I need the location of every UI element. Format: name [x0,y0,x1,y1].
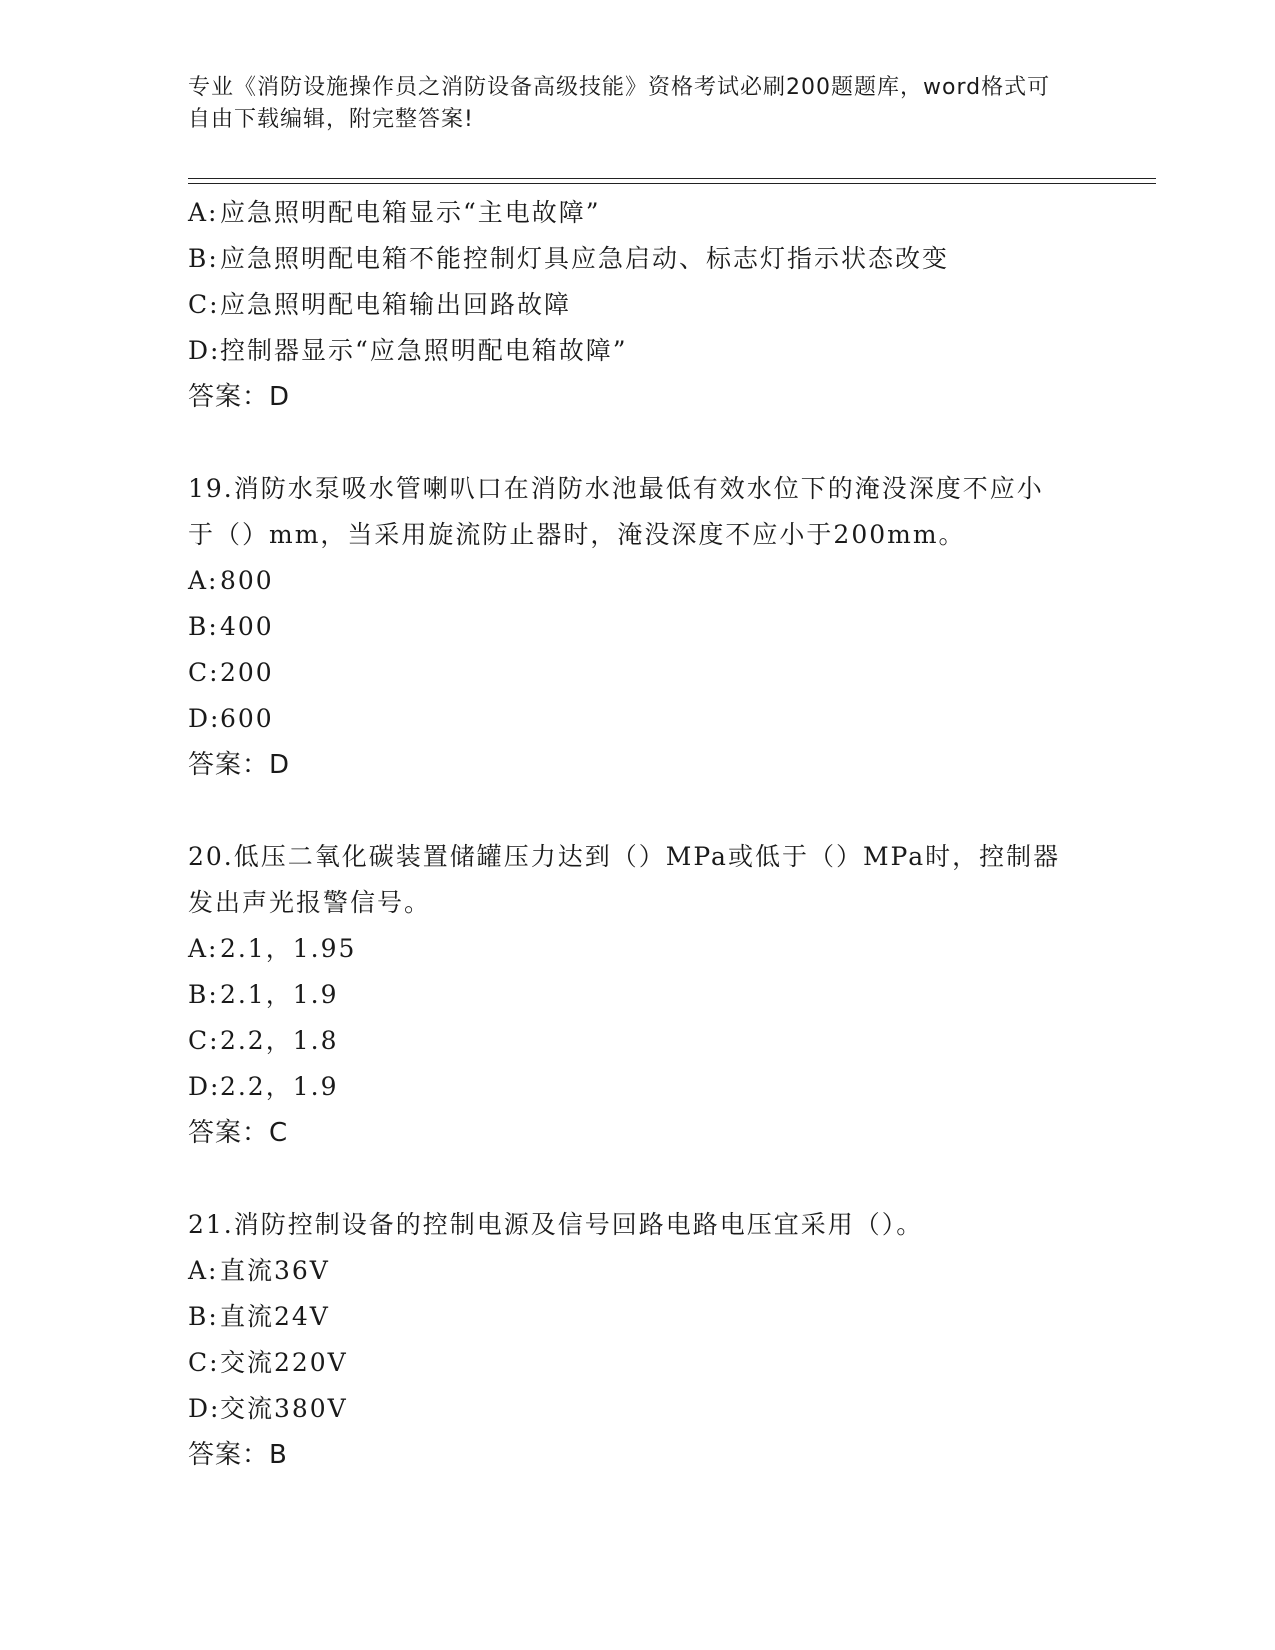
spacer [188,1156,1088,1202]
option-letter: A: [188,1256,219,1285]
question-list [188,190,1088,1478]
option-d [188,328,1088,374]
option-text: 2.2，1.9 [219,1072,339,1101]
answer-line: 答案：C [188,1118,289,1148]
option-b [188,236,1088,282]
question-19 [188,466,1088,788]
option-text: 600 [219,704,274,733]
option-text: 应急照明配电箱显示“主电故障” [219,198,601,227]
answer-line: 答案：B [188,1440,288,1470]
option-letter: B: [188,612,219,641]
question-text: 21.消防控制设备的控制电源及信号回路电路电压宜采用（）。 [188,1210,924,1239]
option-letter: D: [188,704,221,733]
option-letter: D: [188,1394,221,1423]
option-text: 交流220V [219,1348,348,1377]
option-text: 2.1，1.95 [219,934,357,963]
option-a [188,1248,1088,1294]
option-letter: B: [188,1302,219,1331]
option-letter: C: [188,658,220,687]
answer-line: 答案：D [188,750,291,780]
option-d [188,696,1088,742]
option-letter: D: [188,1072,221,1101]
option-text: 2.2，1.8 [219,1026,339,1055]
option-text: 200 [219,658,274,687]
option-text: 直流36V [219,1256,330,1285]
option-text: 应急照明配电箱输出回路故障 [219,290,571,319]
option-b [188,972,1088,1018]
spacer [188,788,1088,834]
option-text: 400 [219,612,274,641]
option-letter: D: [188,336,221,365]
option-text: 800 [219,566,274,595]
option-text: 控制器显示“应急照明配电箱故障” [219,336,628,365]
spacer [188,420,1088,466]
question-18 [188,190,1088,420]
option-letter: B: [188,244,219,273]
option-text: 交流380V [219,1394,348,1423]
option-c [188,650,1088,696]
option-b [188,604,1088,650]
question-text: 20.低压二氧化碳装置储罐压力达到（）MPa或低于（）MPa时，控制器发出声光报警信号。 [188,842,1061,917]
option-d [188,1386,1088,1432]
option-letter: A: [188,198,219,227]
option-c [188,282,1088,328]
option-c [188,1340,1088,1386]
document-header: 专业《消防设施操作员之消防设备高级技能》资格考试必刷200题题库，word格式可自由下载编辑，附完整答案! [188,75,1051,132]
option-text: 2.1，1.9 [219,980,339,1009]
option-a [188,926,1088,972]
option-text: 应急照明配电箱不能控制灯具应急启动、标志灯指示状态改变 [219,244,949,273]
option-letter: C: [188,1348,220,1377]
question-20 [188,834,1088,1156]
header-divider-bottom [188,183,1156,184]
question-text: 19.消防水泵吸水管喇叭口在消防水池最低有效水位下的淹没深度不应小于（）mm，当采用旋流防止器时，淹没深度不应小于200mm。 [188,474,1044,549]
option-d [188,1064,1088,1110]
option-letter: B: [188,980,219,1009]
option-letter: A: [188,934,219,963]
option-letter: C: [188,290,220,319]
answer-line: 答案：D [188,382,291,412]
option-a [188,558,1088,604]
option-letter: C: [188,1026,220,1055]
option-letter: A: [188,566,219,595]
header-divider-top [188,178,1156,179]
option-text: 直流24V [219,1302,330,1331]
option-b [188,1294,1088,1340]
option-c [188,1018,1088,1064]
option-a [188,190,1088,236]
question-21 [188,1202,1088,1478]
